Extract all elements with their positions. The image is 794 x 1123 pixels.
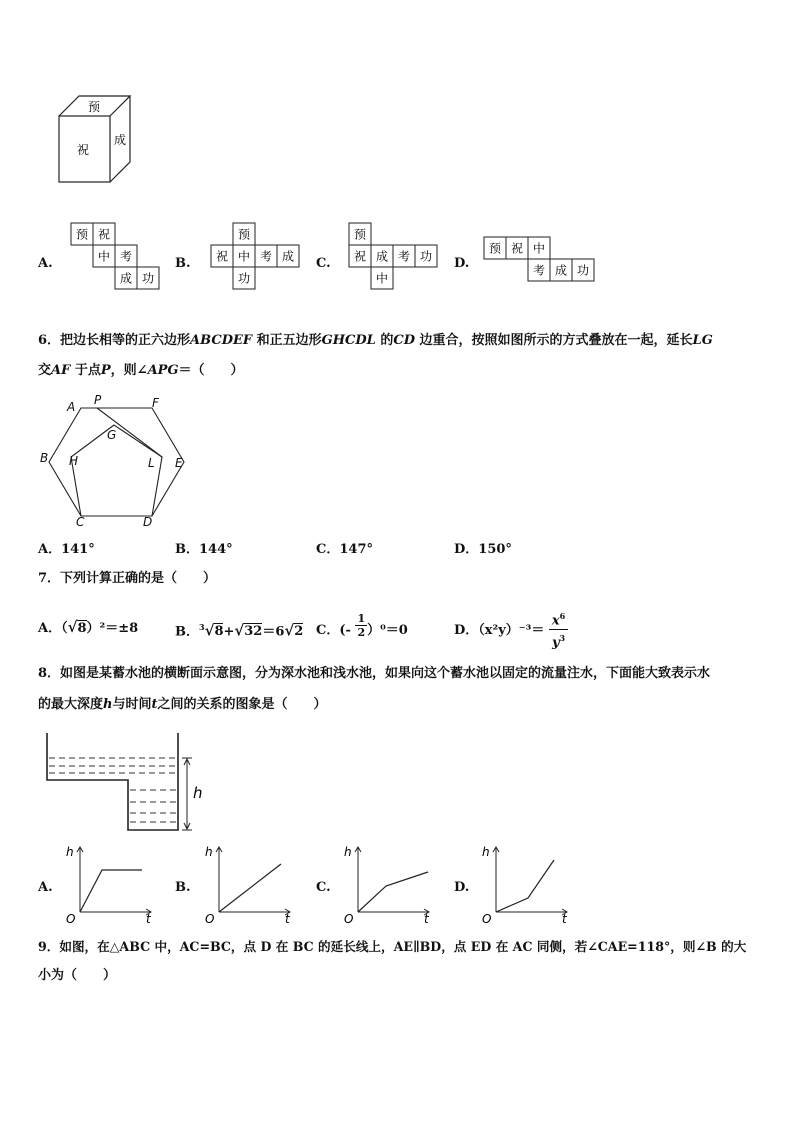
q8-graph-d: [478, 842, 573, 924]
label-P: P: [94, 393, 102, 407]
q8-graph-b: [201, 842, 296, 924]
axis-h-label: h: [344, 845, 352, 859]
label-D: D: [143, 515, 153, 529]
svg-text:中: 中: [375, 271, 389, 286]
q5-option-c-label[interactable]: C.: [316, 256, 331, 271]
pool-h-label: h: [193, 784, 203, 802]
q5-option-d-label[interactable]: D.: [454, 256, 470, 271]
q6-hexagon-pentagon-figure: [34, 392, 194, 532]
cube-figure: [55, 92, 135, 187]
q8-option-a-label[interactable]: A.: [38, 880, 53, 895]
q5-option-b-label[interactable]: B.: [175, 256, 191, 271]
svg-text:功: 功: [237, 271, 251, 286]
q6-option-c[interactable]: C．147°: [316, 542, 373, 557]
net-cell-祝: [349, 245, 371, 267]
axis-h-label: h: [66, 845, 74, 859]
depth-curve: [80, 870, 142, 912]
net-cell-祝: [93, 223, 115, 245]
net-cell-中: [528, 237, 550, 259]
svg-text:祝: 祝: [353, 249, 367, 264]
net-cell-预: [484, 237, 506, 259]
q8-graph-c: [340, 842, 435, 924]
svg-text:考: 考: [397, 249, 411, 264]
net-cell-祝: [211, 245, 233, 267]
depth-curve: [358, 872, 428, 912]
axis-t-label: t: [285, 912, 290, 924]
svg-text:成: 成: [554, 263, 568, 278]
svg-text:功: 功: [419, 249, 433, 264]
net-cell-考: [528, 259, 550, 281]
net-cell-成: [277, 245, 299, 267]
net-cell-功: [415, 245, 437, 267]
q6-stem-line2: 交AF 于点P，则∠APG＝（ ）: [38, 363, 244, 378]
q8-pool-figure: [40, 730, 220, 835]
svg-text:考: 考: [259, 249, 273, 264]
label-E: E: [175, 456, 183, 470]
q5-net-b: [210, 222, 305, 312]
q8-graph-a: [62, 842, 157, 924]
svg-text:祝: 祝: [97, 227, 111, 242]
svg-text:祝: 祝: [510, 241, 524, 256]
svg-text:成: 成: [119, 271, 133, 286]
net-cell-预: [349, 223, 371, 245]
depth-curve: [496, 860, 554, 912]
q7-option-c[interactable]: C．(- $\frac{1}{2}$ ）⁰＝0: [316, 612, 408, 639]
q5-net-a: [70, 222, 165, 312]
net-cell-功: [137, 267, 159, 289]
label-H: H: [69, 454, 79, 468]
net-cell-祝: [506, 237, 528, 259]
q6-stem-line1: 6．把边长相等的正六边形ABCDEF 和正五边形GHCDL 的CD 边重合，按照如图所示的方式叠放在一起，延长LG: [38, 333, 713, 348]
svg-text:功: 功: [141, 271, 155, 286]
pentagon: [71, 425, 162, 516]
q7-stem: 7．下列计算正确的是（ ）: [38, 571, 217, 586]
net-cell-功: [233, 267, 255, 289]
q5-net-c: [348, 222, 443, 312]
svg-text:预: 预: [237, 227, 251, 242]
cube-front-label: 祝: [77, 143, 90, 157]
label-A: A: [67, 400, 76, 414]
cube-top-label: 预: [88, 100, 101, 114]
svg-text:中: 中: [97, 249, 111, 264]
net-cell-中: [93, 245, 115, 267]
q7-option-a[interactable]: A．（√8）²＝±8: [38, 618, 139, 636]
label-C: C: [76, 515, 85, 529]
net-cell-预: [71, 223, 93, 245]
q8-stem-line1: 8．如图是某蓄水池的横断面示意图，分为深水池和浅水池，如果向这个蓄水池以固定的流量注水，下面能大致表示水: [38, 666, 711, 681]
label-B: B: [40, 451, 49, 465]
net-cell-考: [255, 245, 277, 267]
net-cell-考: [393, 245, 415, 267]
q9-stem-line2: 小为（ ）: [38, 968, 117, 983]
q5-option-a-label[interactable]: A.: [38, 256, 53, 271]
label-G: G: [107, 428, 117, 442]
q6-option-a[interactable]: A．141°: [38, 542, 95, 557]
axis-h-label: h: [205, 845, 213, 859]
q6-option-d[interactable]: D．150°: [454, 542, 512, 557]
q9-stem-line1: 9．如图，在△ABC 中，AC=BC，点 D 在 BC 的延长线上，AE∥BD，点 ED 在 AC 同侧，若∠CAE=118°，则∠B 的大: [38, 939, 747, 954]
axis-t-label: t: [146, 912, 151, 924]
q8-option-b-label[interactable]: B.: [175, 880, 191, 895]
svg-text:中: 中: [532, 241, 546, 256]
svg-text:成: 成: [281, 249, 295, 264]
net-cell-考: [115, 245, 137, 267]
svg-text:预: 预: [488, 241, 502, 256]
depth-curve: [219, 864, 281, 912]
label-F: F: [152, 396, 159, 410]
net-cell-成: [550, 259, 572, 281]
label-L: L: [148, 456, 155, 470]
net-cell-预: [233, 223, 255, 245]
net-cell-功: [572, 259, 594, 281]
q6-option-b[interactable]: B．144°: [175, 542, 233, 557]
svg-text:祝: 祝: [215, 249, 229, 264]
svg-text:预: 预: [353, 227, 367, 242]
origin-label: O: [205, 912, 215, 924]
svg-text:预: 预: [75, 227, 89, 242]
origin-label: O: [66, 912, 76, 924]
cube-side-label: 成: [114, 133, 127, 147]
axis-h-label: h: [482, 845, 490, 859]
svg-text:功: 功: [576, 263, 590, 278]
q8-stem-line2: 的最大深度h与时间t之间的关系的图象是（ ）: [38, 697, 327, 712]
q7-option-d[interactable]: D．（x²y）⁻³＝ $\frac{x^6}{y^3}$: [454, 608, 568, 644]
q7-option-b[interactable]: B．$^3$√8+√32＝6√2: [175, 621, 304, 640]
q8-option-d-label[interactable]: D.: [454, 880, 470, 895]
origin-label: O: [344, 912, 354, 924]
net-cell-成: [371, 245, 393, 267]
q8-option-c-label[interactable]: C.: [316, 880, 331, 895]
svg-text:中: 中: [237, 249, 251, 264]
q5-net-d: [483, 236, 601, 298]
svg-text:考: 考: [532, 263, 546, 278]
axis-t-label: t: [562, 912, 567, 924]
origin-label: O: [482, 912, 492, 924]
net-cell-中: [233, 245, 255, 267]
svg-text:考: 考: [119, 249, 133, 264]
net-cell-中: [371, 267, 393, 289]
axis-t-label: t: [424, 912, 429, 924]
net-cell-成: [115, 267, 137, 289]
svg-text:成: 成: [375, 249, 389, 264]
